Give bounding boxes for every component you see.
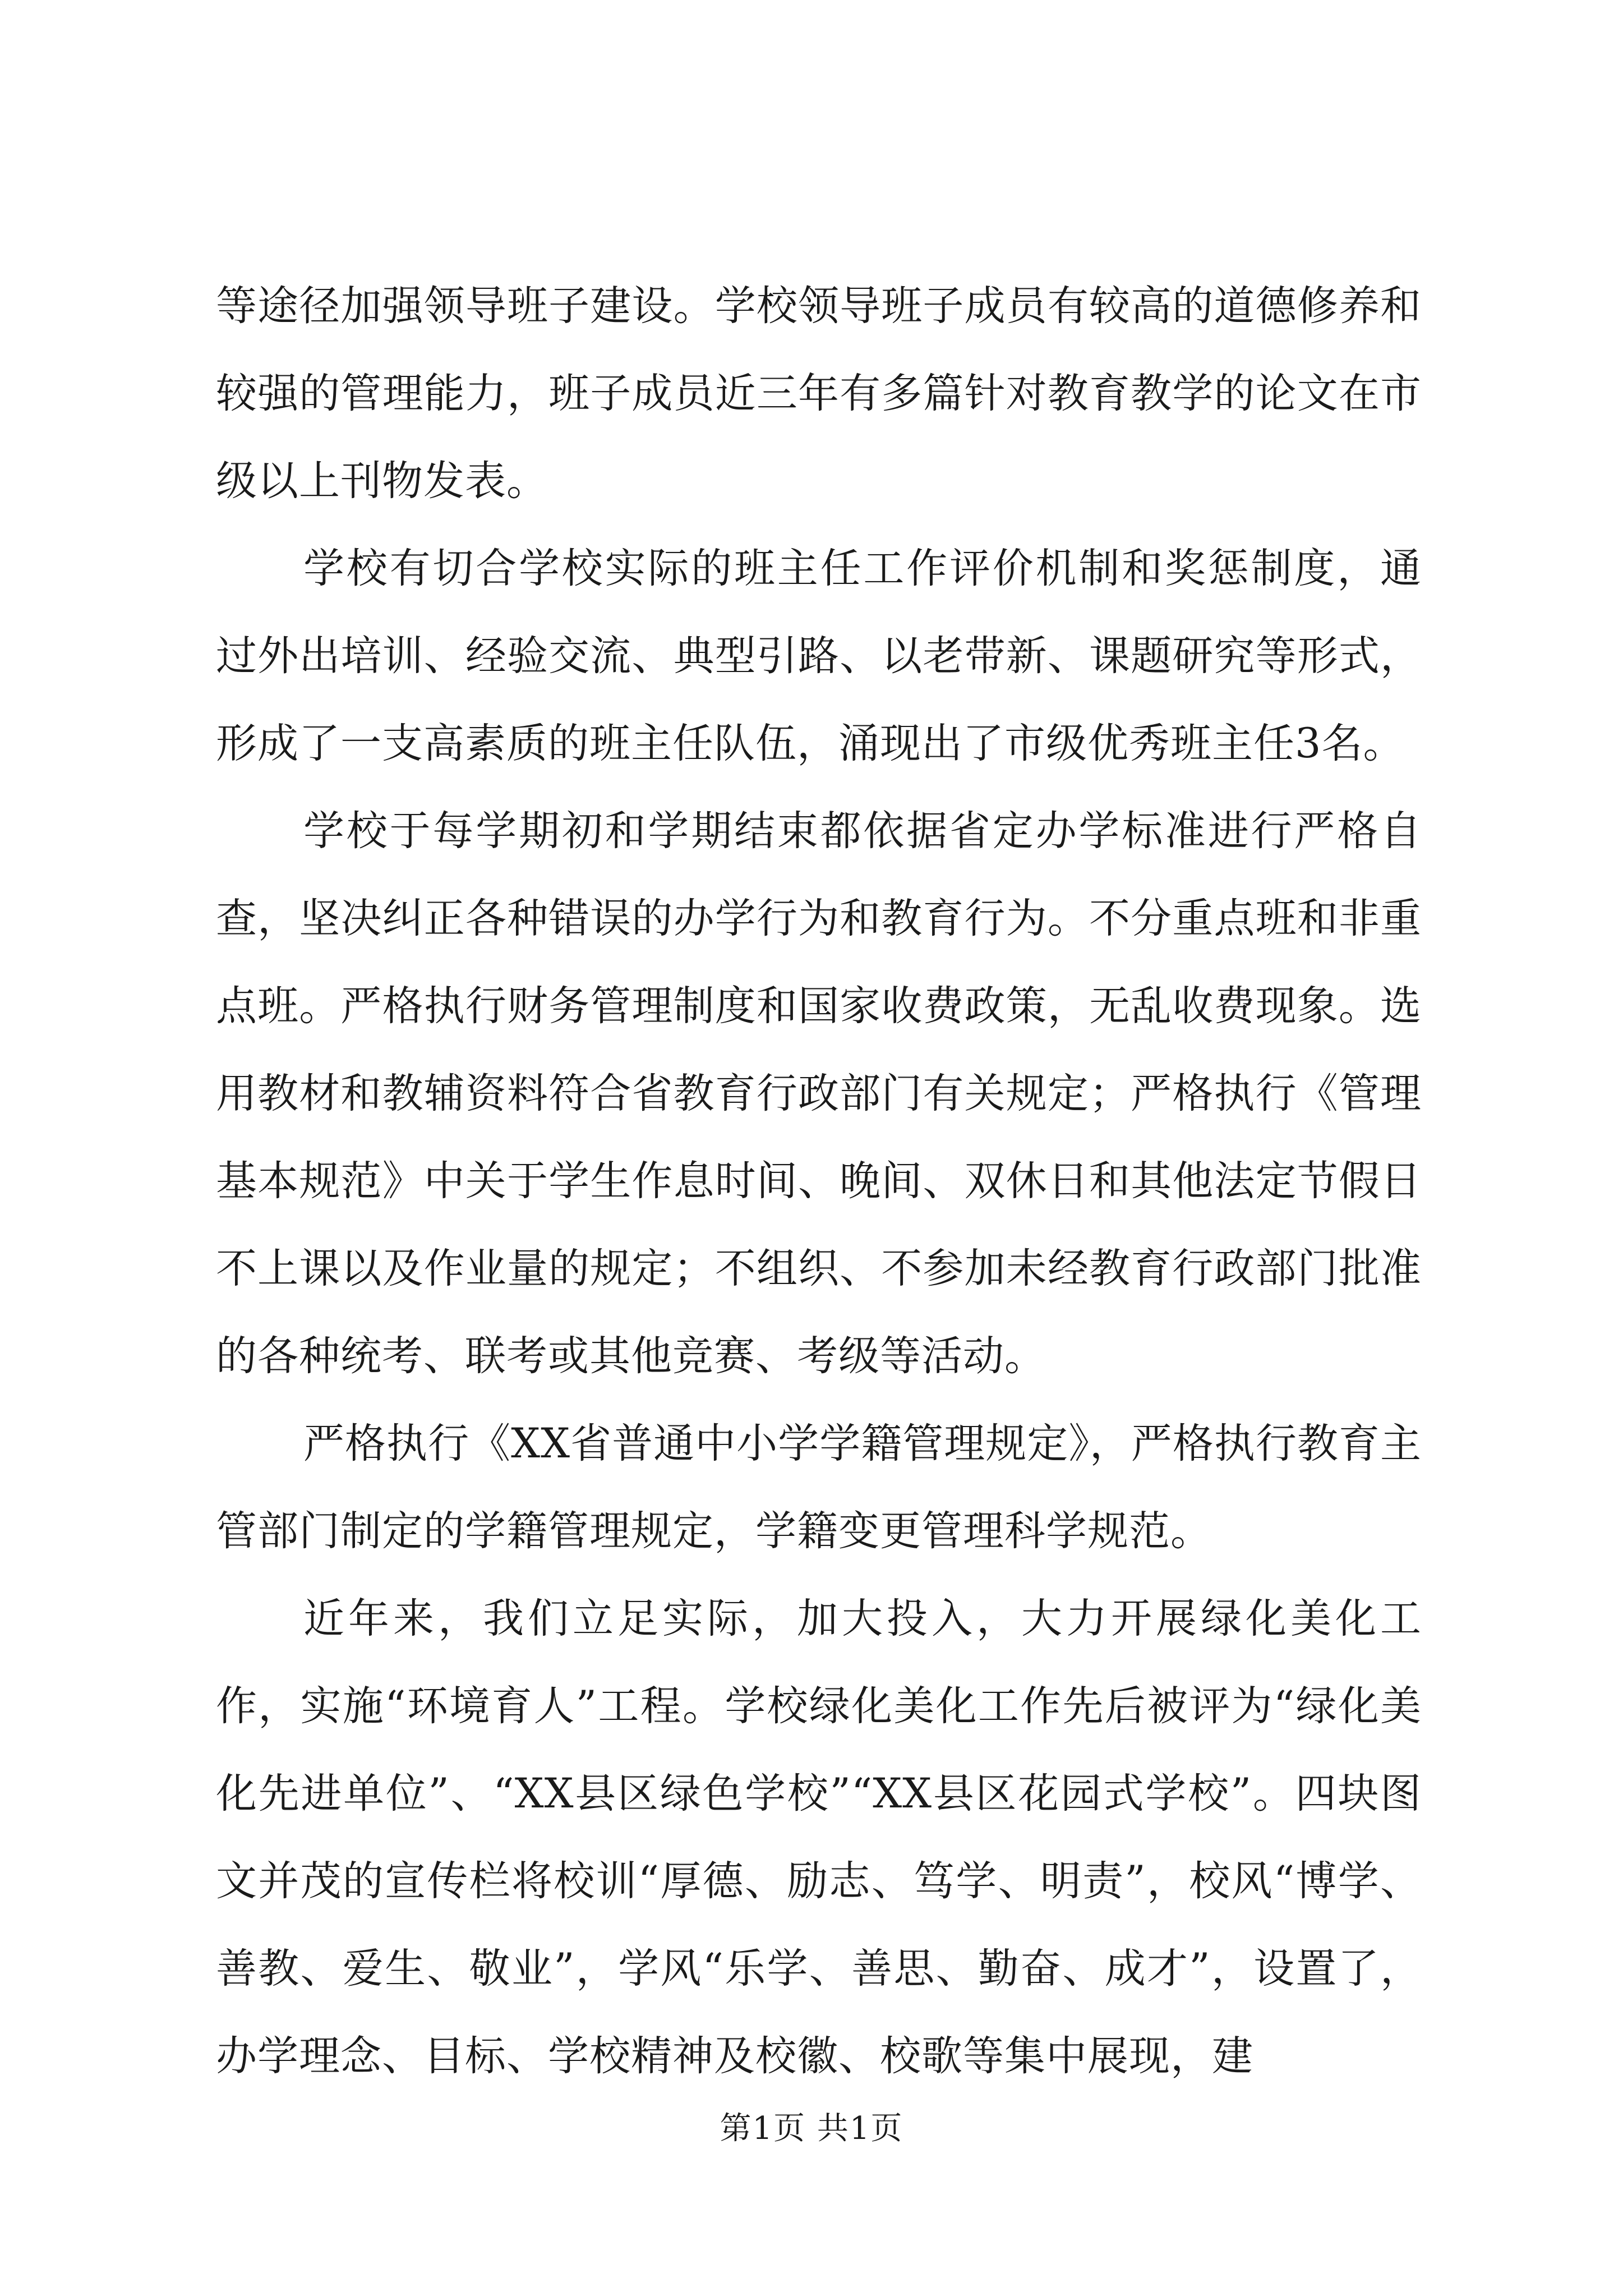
- paragraph-head-teachers: 学校有切合学校实际的班主任工作评价机制和奖惩制度，通过外出培训、经验交流、典型引路、以老带新、课题研究等形式，形成了一支高素质的班主任队伍，涌现出了市级优秀班主任3名。: [216, 545, 1422, 767]
- page-footer: 第1页 共1页: [720, 2110, 903, 2147]
- paragraph-self-inspection: 学校于每学期初和学期结束都依据省定办学标准进行严格自查，坚决纠正各种错误的办学行为和教育行为。不分重点班和非重点班。严格执行财务管理制度和国家收费政策，无乱收费现象。选用教材和教辅资料符合省教育行政部门有关规定；严格执行《管理基本规范》中关于学生作息时间、晚间、双休日和其他法定节假日不上课以及作业量的规定；不组织、不参加未经教育行政部门批准的各种统考、联考或其他竞赛、考级等活动。: [216, 807, 1422, 1380]
- paragraph-leadership: 等途径加强领导班子建设。学校领导班子成员有较高的道德修养和较强的管理能力，班子成员近三年有多篇针对教育教学的论文在市级以上刊物发表。: [216, 282, 1422, 505]
- paragraph-greening: 近年来，我们立足实际，加大投入，大力开展绿化美化工作，实施“环境育人”工程。学校绿化美化工作先后被评为“绿化美化先进单位”、“XX县区绿色学校”“XX县区花园式学校”。四块图文并茂的宣传栏将校训“厚德、励志、笃学、明责”，校风“博学、善教、爱生、敬业”，学风“乐学、善思、勤奋、成才”，设置了，办学理念、目标、学校精神及校徽、校歌等集中展现，建: [216, 1595, 1422, 2080]
- document-body: [216, 263, 1422, 2100]
- paragraph-student-records: 严格执行《XX省普通中小学学籍管理规定》，严格执行教育主管部门制定的学籍管理规定，学籍变更管理科学规范。: [216, 1420, 1422, 1555]
